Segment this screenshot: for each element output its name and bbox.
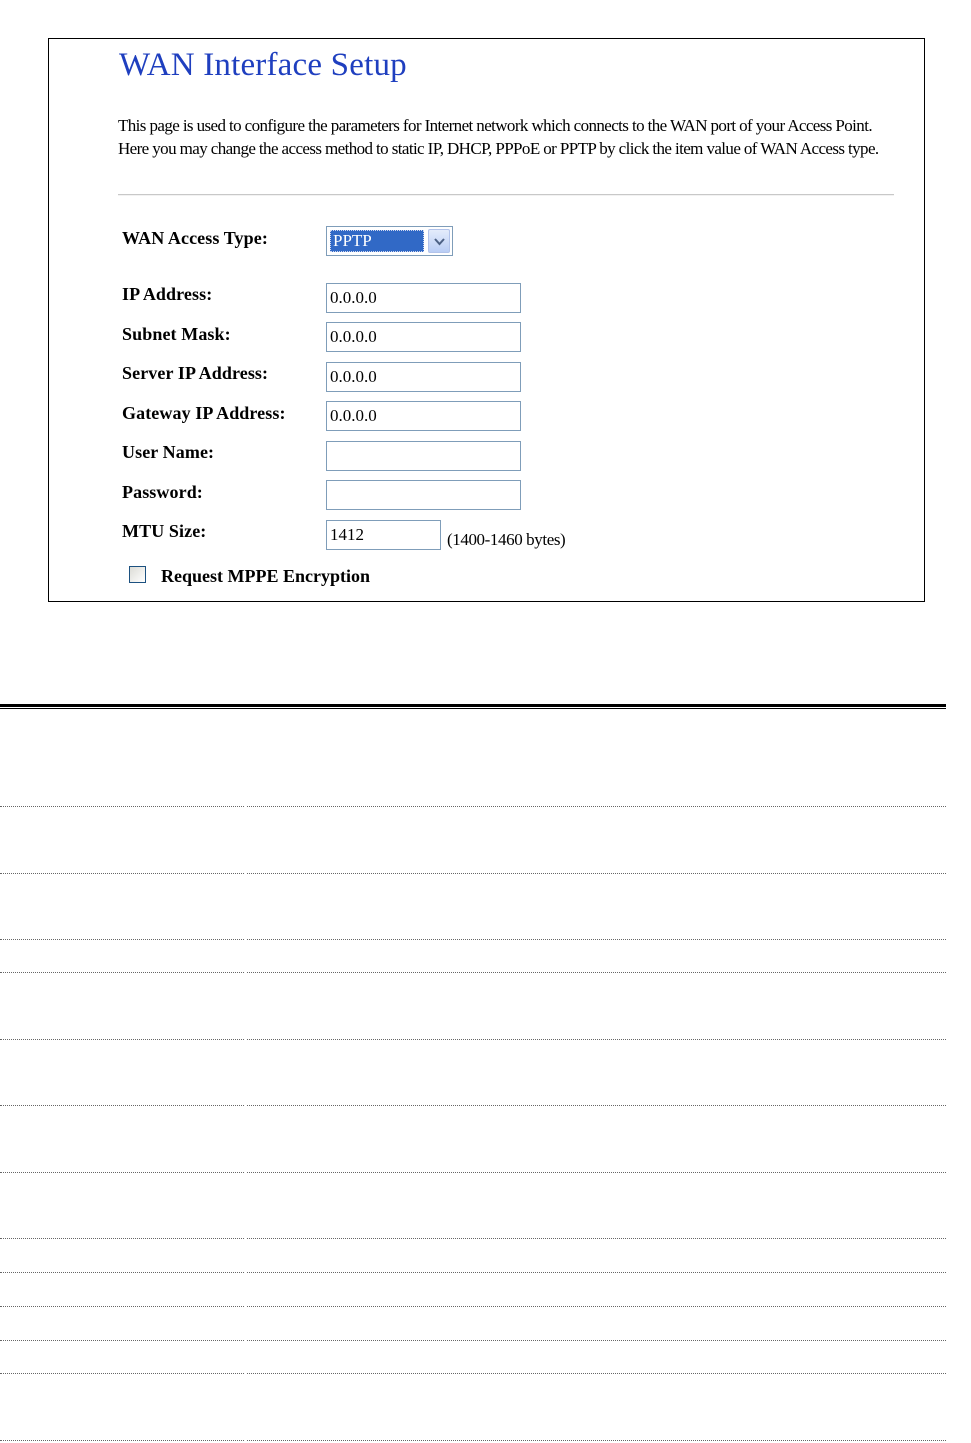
server-ip-label: Server IP Address: bbox=[122, 363, 269, 383]
table-row-divider bbox=[0, 1272, 244, 1273]
subnet-mask-label: Subnet Mask: bbox=[122, 324, 231, 344]
table-row-divider bbox=[247, 939, 946, 940]
table-row-divider bbox=[0, 1373, 244, 1374]
table-row-divider bbox=[247, 1238, 946, 1239]
table-row-divider bbox=[0, 873, 244, 874]
wan-access-type-select[interactable] bbox=[326, 226, 453, 256]
table-row-divider bbox=[0, 1238, 244, 1239]
password-input[interactable] bbox=[326, 480, 521, 510]
chevron-down-icon bbox=[434, 238, 445, 246]
mtu-size-input[interactable] bbox=[326, 520, 441, 550]
wan-access-type-value: PPTP bbox=[330, 230, 424, 252]
table-row-divider bbox=[0, 1172, 244, 1173]
table-row-divider bbox=[0, 1440, 244, 1441]
table-row-divider bbox=[0, 1105, 244, 1106]
dropdown-arrow-button[interactable] bbox=[428, 229, 450, 253]
wan-access-type-label: WAN Access Type: bbox=[122, 228, 268, 248]
user-name-label: User Name: bbox=[122, 442, 215, 462]
mtu-size-label: MTU Size: bbox=[122, 521, 207, 541]
table-row-divider bbox=[0, 1340, 244, 1341]
table-row-divider bbox=[247, 873, 946, 874]
ip-address-input[interactable] bbox=[326, 283, 521, 313]
table-row-divider bbox=[247, 1440, 946, 1441]
gateway-ip-label: Gateway IP Address: bbox=[122, 403, 286, 423]
table-row-divider bbox=[247, 1172, 946, 1173]
table-row-divider bbox=[247, 1105, 946, 1106]
mppe-label[interactable]: Request MPPE Encryption bbox=[161, 566, 370, 586]
divider bbox=[118, 194, 894, 196]
page-title: WAN Interface Setup bbox=[119, 47, 407, 83]
wan-setup-panel bbox=[48, 38, 925, 602]
table-row-divider bbox=[247, 1039, 946, 1040]
table-top-border bbox=[0, 704, 946, 709]
mtu-range-hint: (1400-1460 bytes) bbox=[447, 530, 566, 549]
table-row-divider bbox=[0, 1306, 244, 1307]
server-ip-input[interactable] bbox=[326, 362, 521, 392]
table-row-divider bbox=[247, 1373, 946, 1374]
table-row-divider bbox=[0, 806, 244, 807]
user-name-input[interactable] bbox=[326, 441, 521, 471]
table-row-divider bbox=[247, 1306, 946, 1307]
table-row-divider bbox=[0, 1039, 244, 1040]
table-row-divider bbox=[0, 972, 244, 973]
table-row-divider bbox=[0, 939, 244, 940]
table-row-divider bbox=[247, 1272, 946, 1273]
gateway-ip-input[interactable] bbox=[326, 401, 521, 431]
table-row-divider bbox=[247, 806, 946, 807]
ip-address-label: IP Address: bbox=[122, 284, 213, 304]
mppe-checkbox[interactable] bbox=[129, 566, 146, 583]
subnet-mask-input[interactable] bbox=[326, 322, 521, 352]
password-label: Password: bbox=[122, 482, 203, 502]
page-description: This page is used to configure the parameters for Internet network which connects to the WAN port of your Access Point. Here you may change the access method to static IP, DHCP, PPPoE or PPTP by click the item value of WAN Access type. bbox=[118, 116, 879, 158]
table-row-divider bbox=[247, 972, 946, 973]
table-row-divider bbox=[247, 1340, 946, 1341]
